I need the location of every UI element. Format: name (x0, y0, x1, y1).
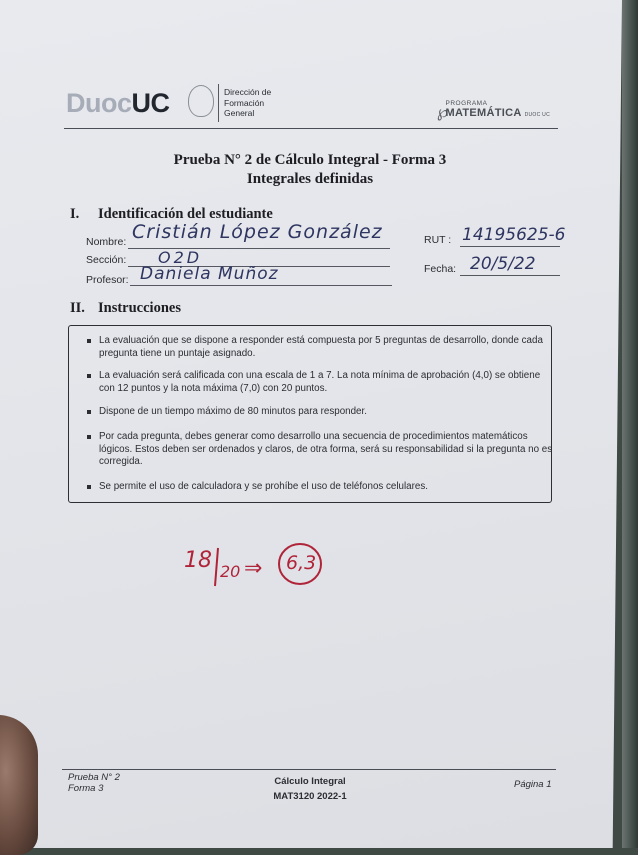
instruction-item: Se permite el uso de calculadora y se prohíbe el uso de teléfonos celulares. (85, 481, 555, 494)
profesor-handwritten: Daniela Muñoz (140, 264, 279, 284)
grade-total: 20 (220, 562, 241, 581)
programa-logo: PROGRAMA MATEMÁTICA DUOC UC (445, 100, 550, 119)
background-edge (622, 0, 638, 848)
arrow-icon: ⇒ (244, 556, 263, 581)
instruction-item: La evaluación será calificada con una escala de 1 a 7. La nota mínima de aprobación (4,0) se obtiene con 12 puntos y la nota máxima (7,0) con 20 puntos. (85, 370, 555, 395)
fecha-line (460, 275, 560, 276)
seccion-label: Sección: (86, 254, 127, 266)
rut-label: RUT : (424, 234, 452, 246)
seccion-handwritten: O2D (158, 248, 203, 267)
footer-center: Cálculo Integral MAT3120 2022-1 (273, 776, 347, 802)
instruction-item: Por cada pregunta, debes generar como desarrollo una secuencia de procedimientos matemáticos lógicos. Estos deben ser ordenados y claros, de otra forma, será su responsabilidad si la pregunta no es corregida. (85, 431, 555, 469)
grade-score: 18 (184, 548, 212, 573)
rut-handwritten: 14195625-6 (462, 225, 566, 245)
duocuc-logo: DuocUC (66, 88, 170, 118)
exam-title: Prueba N° 2 de Cálculo Integral - Forma 3 Integrales definidas (173, 152, 447, 187)
handwritten-grade (180, 540, 330, 600)
section-1-heading: I. Identificación del estudiante (70, 206, 273, 222)
profesor-line (130, 285, 392, 286)
page-number: Página 1 (514, 779, 552, 790)
nombre-handwritten: Cristián López González (132, 221, 383, 243)
grade-mark: 6,3 (286, 552, 317, 574)
instruction-item: Dispone de un tiempo máximo de 80 minutos para responder. (85, 406, 555, 419)
fecha-label: Fecha: (424, 263, 457, 275)
direccion-label: Dirección de Formación General (224, 87, 272, 118)
programa-icon: ℘ (436, 104, 448, 121)
profesor-label: Profesor: (86, 274, 129, 286)
page-header (66, 84, 556, 128)
nombre-label: Nombre: (86, 236, 127, 248)
header-divider (218, 84, 219, 122)
rut-line (460, 246, 560, 247)
footer-left: Prueba N° 2 Forma 3 (68, 772, 120, 794)
header-rule (64, 128, 558, 129)
footer-rule (62, 769, 556, 770)
seal-icon (188, 85, 214, 117)
instruction-item: La evaluación que se dispone a responder está compuesta por 5 preguntas de desarrollo, donde cada pregunta tiene un puntaje asignado. (85, 335, 555, 360)
thumb (0, 715, 38, 855)
fecha-handwritten: 20/5/22 (470, 254, 536, 274)
section-2-heading: II. Instrucciones (70, 300, 181, 316)
instructions-box (68, 325, 552, 503)
